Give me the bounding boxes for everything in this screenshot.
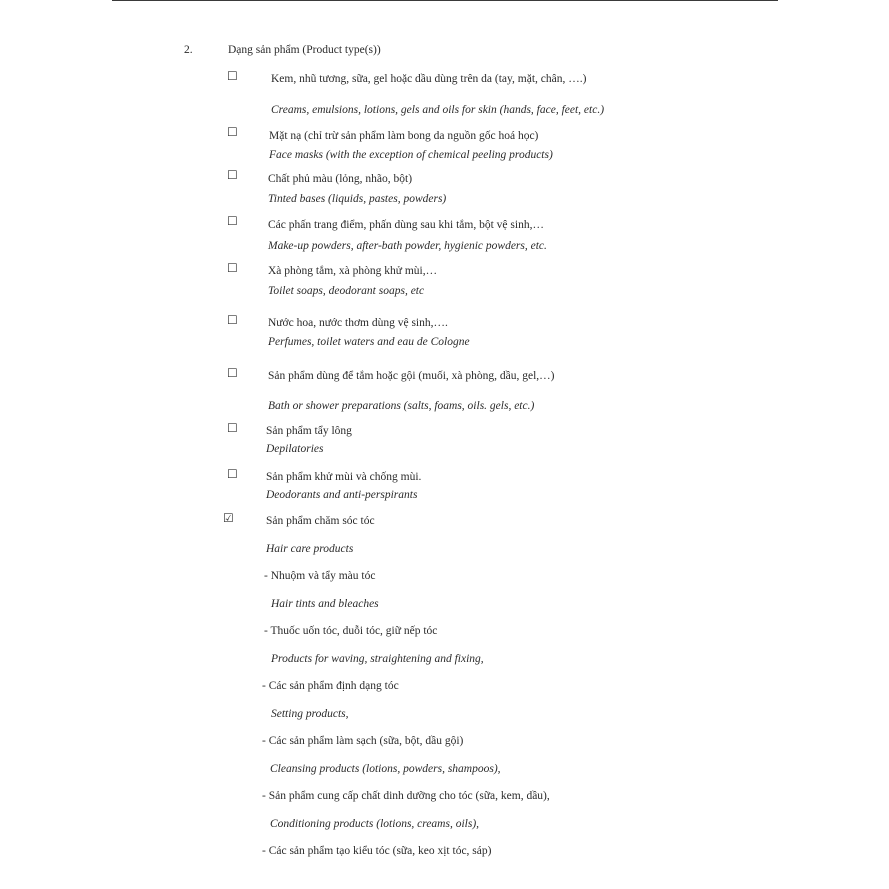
item-label-vi: Xà phòng tắm, xà phòng khử mùi,… (268, 265, 438, 277)
top-rule (112, 0, 778, 1)
checkbox[interactable]: ☐ (227, 421, 238, 435)
item-label-en: Deodorants and anti-perspirants (266, 489, 418, 501)
section-number: 2. (184, 44, 193, 56)
subitem-label-vi: - Các sản phẩm làm sạch (sữa, bột, dầu gội) (262, 735, 464, 747)
item-label-en: Make-up powders, after-bath powder, hygienic powders, etc. (268, 240, 547, 252)
subitem-label-vi: - Các sản phẩm định dạng tóc (262, 680, 399, 692)
checkbox[interactable]: ☐ (227, 313, 238, 327)
item-label-en: Creams, emulsions, lotions, gels and oils for skin (hands, face, feet, etc.) (271, 104, 605, 116)
item-label-vi: Mặt nạ (chỉ trừ sản phẩm làm bong da nguồn gốc hoá học) (269, 130, 539, 142)
subitem-label-en: Products for waving, straightening and fixing, (271, 653, 484, 665)
item-label-vi: Chất phủ màu (lỏng, nhão, bột) (268, 173, 413, 185)
subitem-label-vi: - Thuốc uốn tóc, duỗi tóc, giữ nếp tóc (264, 625, 438, 637)
subitem-label-en: Hair tints and bleaches (271, 598, 379, 610)
item-label-vi: Các phấn trang điểm, phấn dùng sau khi tắm, bột vệ sinh,… (268, 219, 544, 231)
item-label-en: Hair care products (266, 543, 354, 555)
item-label-vi: Sản phẩm dùng để tắm hoặc gội (muối, xà phòng, dầu, gel,…) (268, 370, 555, 382)
subitem-label-vi: - Sản phẩm cung cấp chất dinh dưỡng cho tóc (sữa, kem, dầu), (262, 790, 550, 802)
item-label-en: Face masks (with the exception of chemical peeling products) (269, 149, 553, 161)
item-label-vi: Sản phẩm khử mùi và chống mùi. (266, 471, 422, 483)
subitem-label-vi: - Các sản phẩm tạo kiểu tóc (sữa, keo xịt tóc, sáp) (262, 845, 492, 857)
checkbox[interactable]: ☐ (227, 168, 238, 182)
item-label-en: Tinted bases (liquids, pastes, powders) (268, 193, 447, 205)
item-label-vi: Kem, nhũ tương, sữa, gel hoặc dầu dùng trên da (tay, mặt, chân, ….) (271, 73, 587, 85)
checkbox[interactable]: ☐ (227, 69, 238, 83)
checkbox[interactable]: ☐ (227, 467, 238, 481)
item-label-en: Depilatories (266, 443, 324, 455)
item-label-en: Bath or shower preparations (salts, foams, oils. gels, etc.) (268, 400, 535, 412)
section-title: Dạng sản phẩm (Product type(s)) (228, 44, 381, 56)
subitem-label-vi: - Nhuộm và tẩy màu tóc (264, 570, 376, 582)
checkbox[interactable]: ☐ (227, 261, 238, 275)
checkbox[interactable]: ☐ (227, 214, 238, 228)
item-label-vi: Nước hoa, nước thơm dùng vệ sinh,…. (268, 317, 448, 329)
item-label-vi: Sản phẩm tẩy lông (266, 425, 352, 437)
subitem-label-en: Cleansing products (lotions, powders, shampoos), (270, 763, 501, 775)
checkbox[interactable]: ☐ (227, 125, 238, 139)
subitem-label-en: Conditioning products (lotions, creams, oils), (270, 818, 480, 830)
item-label-vi: Sản phẩm chăm sóc tóc (266, 515, 375, 527)
subitem-label-en: Setting products, (271, 708, 349, 720)
item-label-en: Perfumes, toilet waters and eau de Cologne (268, 336, 470, 348)
checkbox-checked[interactable]: ☑ (223, 511, 234, 525)
item-label-en: Toilet soaps, deodorant soaps, etc (268, 285, 425, 297)
checkbox[interactable]: ☐ (227, 366, 238, 380)
